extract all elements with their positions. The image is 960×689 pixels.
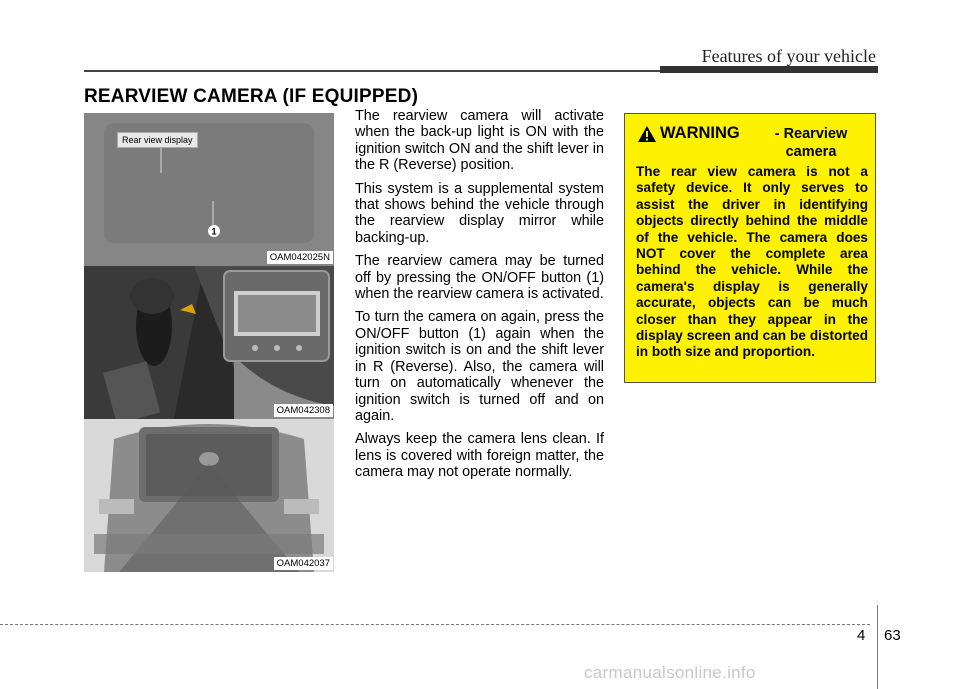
paragraph: The rearview camera will activate when the back-up light is ON with the ignition switch ON and the shift lever in the R (Reverse) position. — [355, 108, 604, 174]
figure-rear-view-display — [84, 113, 334, 266]
callout-rear-view-display: Rear view display — [117, 132, 198, 148]
paragraph: The rearview camera may be turned off by pressing the ON/OFF button (1) when the rearview camera is activated. — [355, 253, 604, 303]
shift-lever-illustration — [84, 266, 334, 419]
header-title: Features of your vehicle — [701, 46, 876, 66]
chapter-number: 4 — [857, 627, 866, 644]
page-number: 63 — [884, 627, 901, 644]
header-rule-accent — [660, 66, 878, 73]
warning-word: WARNING — [660, 124, 740, 142]
body-text — [355, 108, 604, 488]
button-marker-label: 1 — [211, 226, 217, 237]
warning-subtitle: - Rearview camera — [774, 126, 848, 160]
figure-code: OAM042308 — [274, 404, 333, 417]
figure-code: OAM042025N — [267, 251, 333, 264]
paragraph: To turn the camera on again, press the ON/OFF button (1) again when the ignition switch is on and the shift lever in R (Reverse). Also, the camera will turn on automatically whenever the ignition switch is turned off and on again. — [355, 309, 604, 424]
warning-text: The rear view camera is not a safety device. It only serves to assist the driver in identifying objects directly behind the middle of the vehicle. The camera does NOT cover the complete area behind the vehicle. While the camera's display is generally accurate, objects can be much closer than they appear in the display screen and can be distorted in both size and proportion. — [636, 164, 868, 360]
figure-shift-lever — [84, 266, 334, 419]
warning-triangle-icon — [637, 125, 657, 143]
warning-box — [624, 113, 876, 383]
vehicle-rear-illustration — [84, 419, 334, 572]
figure-vehicle-rear — [84, 419, 334, 572]
footer-dashed-rule — [0, 624, 870, 625]
warning-header — [625, 124, 877, 164]
watermark: carmanualsonline.info — [584, 663, 756, 682]
paragraph: Always keep the camera lens clean. If lens is covered with foreign matter, the camera may not operate normally. — [355, 431, 604, 481]
figure-code: OAM042037 — [274, 557, 333, 570]
footer-divider — [877, 605, 878, 689]
paragraph: This system is a supplemental system that shows behind the vehicle through the rearview display mirror while backing-up. — [355, 180, 604, 246]
section-title: REARVIEW CAMERA (IF EQUIPPED) — [84, 86, 419, 107]
